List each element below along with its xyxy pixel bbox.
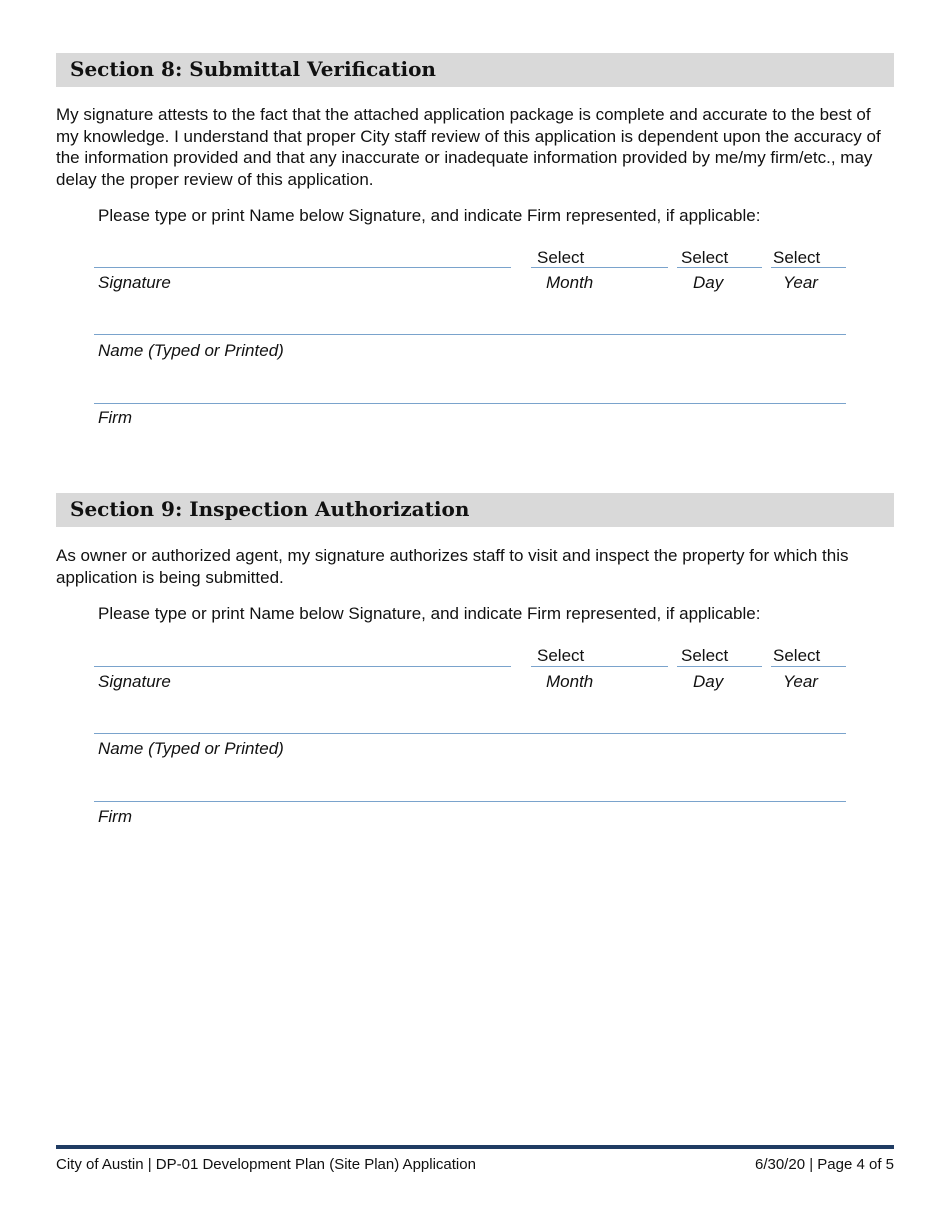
- section-9-month-line: [531, 666, 668, 667]
- section-8-signature-label: Signature: [98, 273, 171, 292]
- section-8-name-label: Name (Typed or Printed): [98, 341, 284, 360]
- section-8-year-label: Year: [783, 273, 818, 292]
- section-8-firm-label: Firm: [98, 408, 132, 427]
- footer-page-info: 6/30/20 | Page 4 of 5: [754, 1156, 894, 1173]
- section-8-firm-field[interactable]: [94, 380, 848, 404]
- section-8-year-select[interactable]: Select: [773, 248, 821, 267]
- section-8-month-line: [531, 267, 668, 268]
- section-8-month-label: Month: [546, 273, 594, 292]
- section-9-day-select[interactable]: Select: [681, 646, 729, 665]
- section-9-signature-line: [94, 666, 511, 667]
- section-9-signature-field[interactable]: [94, 643, 514, 667]
- section-8-instruction: Please type or print Name below Signature, and indicate Firm represented, if applicable:: [98, 206, 761, 225]
- section-9-firm-line: [94, 801, 846, 802]
- section-9-signature-label: Signature: [98, 672, 171, 691]
- section-8-signature-line: [94, 267, 511, 268]
- section-9-firm-field[interactable]: [94, 778, 848, 802]
- section-9-day-label: Day: [693, 672, 724, 691]
- section-8-header: [56, 53, 894, 87]
- section-8-day-label: Day: [693, 273, 724, 292]
- section-8-name-field[interactable]: [94, 311, 848, 335]
- section-9-title: Section 9: Inspection Authorization: [70, 497, 470, 521]
- section-8-day-line: [677, 267, 762, 268]
- section-9-name-line: [94, 733, 846, 734]
- section-9-paragraph: As owner or authorized agent, my signature authorizes staff to visit and inspect the property for which this application is being submitted.: [56, 546, 849, 587]
- section-8-month-select[interactable]: Select: [537, 248, 585, 267]
- section-8-day-select[interactable]: Select: [681, 248, 729, 267]
- section-8-year-line: [771, 267, 846, 268]
- section-8-name-line: [94, 334, 846, 335]
- section-8-firm-line: [94, 403, 846, 404]
- section-9-name-label: Name (Typed or Printed): [98, 739, 284, 758]
- footer-rule: [56, 1145, 894, 1149]
- section-9-year-line: [771, 666, 846, 667]
- section-9-month-select[interactable]: Select: [537, 646, 585, 665]
- section-8-paragraph: My signature attests to the fact that the attached application package is complete and accurate to the best of my knowledge. I understand that proper City staff review of this application is dependent upon the accuracy of the information provided and that any inaccurate or inadequate information provided by me/my firm/etc., may delay the proper review of this application.: [56, 105, 881, 189]
- section-8-title: Section 8: Submittal Verification: [70, 57, 436, 81]
- section-9-year-label: Year: [783, 672, 818, 691]
- section-9-firm-label: Firm: [98, 807, 132, 826]
- section-9-year-select[interactable]: Select: [773, 646, 821, 665]
- footer-document-title: City of Austin | DP-01 Development Plan (Site Plan) Application: [56, 1156, 476, 1173]
- section-9-month-label: Month: [546, 672, 594, 691]
- section-9-header: [56, 493, 894, 527]
- section-9-name-field[interactable]: [94, 710, 848, 734]
- section-9-instruction: Please type or print Name below Signature, and indicate Firm represented, if applicable:: [98, 604, 761, 623]
- section-9-day-line: [677, 666, 762, 667]
- section-8-signature-field[interactable]: [94, 244, 514, 268]
